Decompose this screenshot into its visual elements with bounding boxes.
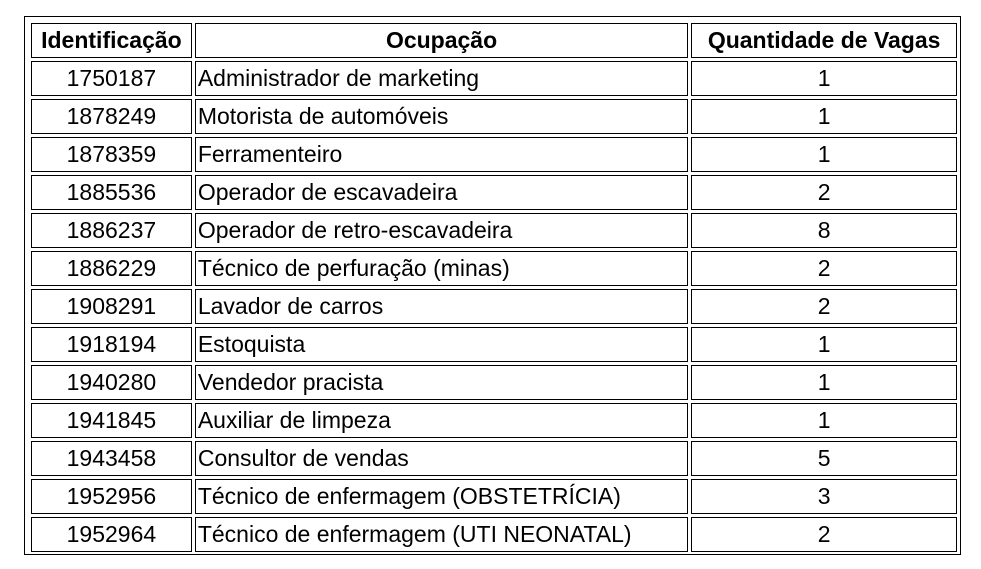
cell-id: 1918194 (31, 327, 192, 362)
table-row (31, 327, 957, 362)
cell-quantity: 1 (691, 403, 957, 438)
cell-quantity: 1 (691, 327, 957, 362)
cell-occupation: Administrador de marketing (195, 61, 688, 96)
cell-id: 1878249 (31, 99, 192, 134)
cell-id: 1908291 (31, 289, 192, 324)
cell-id: 1750187 (31, 61, 192, 96)
job-vacancies-table (28, 20, 960, 555)
cell-occupation: Consultor de vendas (195, 441, 688, 476)
cell-occupation: Auxiliar de limpeza (195, 403, 688, 438)
table-row (31, 403, 957, 438)
cell-occupation: Estoquista (195, 327, 688, 362)
cell-id: 1941845 (31, 403, 192, 438)
table-row (31, 175, 957, 210)
cell-quantity: 1 (691, 365, 957, 400)
table-row (31, 365, 957, 400)
table-row (31, 213, 957, 248)
cell-quantity: 2 (691, 289, 957, 324)
table-row (31, 289, 957, 324)
cell-id: 1952956 (31, 479, 192, 514)
cell-quantity: 1 (691, 137, 957, 172)
cell-quantity: 2 (691, 251, 957, 286)
cell-id: 1943458 (31, 441, 192, 476)
cell-occupation: Operador de escavadeira (195, 175, 688, 210)
cell-quantity: 1 (691, 99, 957, 134)
cell-occupation: Operador de retro-escavadeira (195, 213, 688, 248)
cell-quantity: 2 (691, 517, 957, 552)
table-row (31, 441, 957, 476)
table-row (31, 251, 957, 286)
cell-quantity: 5 (691, 441, 957, 476)
cell-occupation: Vendedor pracista (195, 365, 688, 400)
cell-occupation: Técnico de enfermagem (UTI NEONATAL) (195, 517, 688, 552)
cell-occupation: Lavador de carros (195, 289, 688, 324)
table-row (31, 137, 957, 172)
cell-occupation: Motorista de automóveis (195, 99, 688, 134)
header-occupation: Ocupação (195, 23, 688, 58)
table-row (31, 99, 957, 134)
header-id: Identificação (31, 23, 192, 58)
cell-id: 1940280 (31, 365, 192, 400)
table-header-row (31, 23, 957, 58)
cell-quantity: 1 (691, 61, 957, 96)
cell-occupation: Ferramenteiro (195, 137, 688, 172)
cell-quantity: 2 (691, 175, 957, 210)
cell-id: 1886229 (31, 251, 192, 286)
cell-occupation: Técnico de perfuração (minas) (195, 251, 688, 286)
header-quantity: Quantidade de Vagas (691, 23, 957, 58)
table-frame (24, 16, 961, 555)
table-row (31, 517, 957, 552)
table-row (31, 61, 957, 96)
cell-id: 1878359 (31, 137, 192, 172)
cell-occupation: Técnico de enfermagem (OBSTETRÍCIA) (195, 479, 688, 514)
cell-quantity: 3 (691, 479, 957, 514)
cell-id: 1952964 (31, 517, 192, 552)
cell-id: 1885536 (31, 175, 192, 210)
cell-quantity: 8 (691, 213, 957, 248)
table-row (31, 479, 957, 514)
cell-id: 1886237 (31, 213, 192, 248)
